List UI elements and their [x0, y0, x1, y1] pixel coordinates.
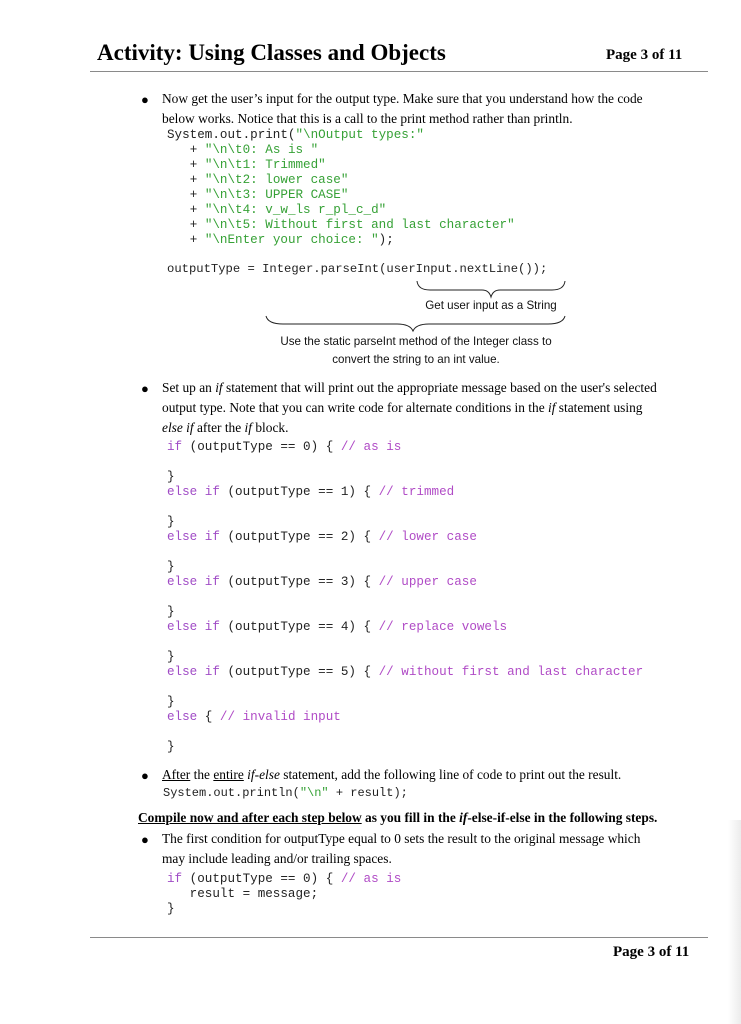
code-string: "\nEnter your choice: " — [204, 233, 379, 247]
code-string: "\n\t4: v_w_ls r_pl_c_d" — [204, 203, 387, 217]
bullet: ● — [141, 832, 149, 847]
footer-rule — [90, 937, 708, 938]
annotation-line: convert the string to an int value. — [332, 353, 500, 366]
footer-page-number: Page 3 of 11 — [613, 944, 690, 960]
code-text: + — [189, 143, 205, 157]
code-string: "\n\t1: Trimmed" — [204, 158, 326, 172]
code-text: + — [189, 173, 205, 187]
text-line: The first condition for outputType equal to 0 sets the result to the original message which — [162, 831, 641, 846]
code-text: + — [189, 158, 205, 172]
compile-heading: Compile now and after each step below as you fill in the if-else-if-else in the following steps. — [138, 810, 658, 825]
text-line: Now get the user’s input for the output type. Make sure that you understand how the code — [162, 91, 643, 106]
code-text: + — [189, 188, 205, 202]
code-string: "\n\t2: lower case" — [204, 173, 349, 187]
code-string: "\n\t0: As is " — [204, 143, 319, 157]
paragraph-after-if-else — [162, 765, 722, 785]
code-parse-line: outputType = Integer.parseInt(userInput.nextLine()); — [167, 262, 548, 276]
code-if-else-block: if (outputType == 0) { // as is } else if (outputType == 1) { // trimmed } else if (outputType == 2) { // lower case } else if (outputType == 3) { // upper case } else if (outputType == 4) { // replace vowels } else if (outputType == 5) { // without first and last character } else { // invalid input } — [167, 440, 644, 754]
header-page-number: Page 3 of 11 — [606, 47, 683, 63]
bullet: ● — [141, 92, 149, 107]
outer-brace — [266, 316, 565, 331]
text-line: may include leading and/or trailing spaces. — [162, 851, 392, 866]
code-string: "\n\t3: UPPER CASE" — [204, 188, 349, 202]
inner-brace — [417, 281, 565, 297]
page-title: Activity: Using Classes and Objects — [97, 40, 446, 65]
code-println-line: System.out.println("\n" + result); — [163, 786, 408, 800]
text-line: Set up an if statement that will print out the appropriate message based on the user's selected — [162, 380, 657, 395]
code-string: "\n\t5: Without first and last character" — [204, 218, 515, 232]
annotation-inner: Get user input as a String — [425, 299, 557, 312]
annotation-outer — [266, 333, 566, 369]
code-text: ); — [378, 233, 394, 247]
text-line: else if after the if block. — [162, 420, 289, 435]
paragraph-if-statement — [162, 378, 722, 438]
bullet: ● — [141, 768, 149, 783]
paragraph-first-condition — [162, 829, 722, 869]
code-text: + — [189, 233, 205, 247]
text-line: below works. Notice that this is a call to the print method rather than println. — [162, 111, 573, 126]
code-text: System.out.print( — [167, 128, 296, 142]
code-string: "\nOutput types:" — [295, 128, 424, 142]
page-edge-shadow — [728, 820, 741, 1024]
code-text: + — [189, 218, 205, 232]
code-first-condition: if (outputType == 0) { // as is result = message; } — [167, 872, 402, 916]
bullet: ● — [141, 381, 149, 396]
annotation-line: Use the static parseInt method of the Integer class to — [280, 335, 552, 348]
text-line: output type. Note that you can write code for alternate conditions in the if statement using — [162, 400, 643, 415]
text-line: After the entire if-else statement, add the following line of code to print out the result. — [162, 767, 622, 782]
code-text: + — [189, 203, 205, 217]
